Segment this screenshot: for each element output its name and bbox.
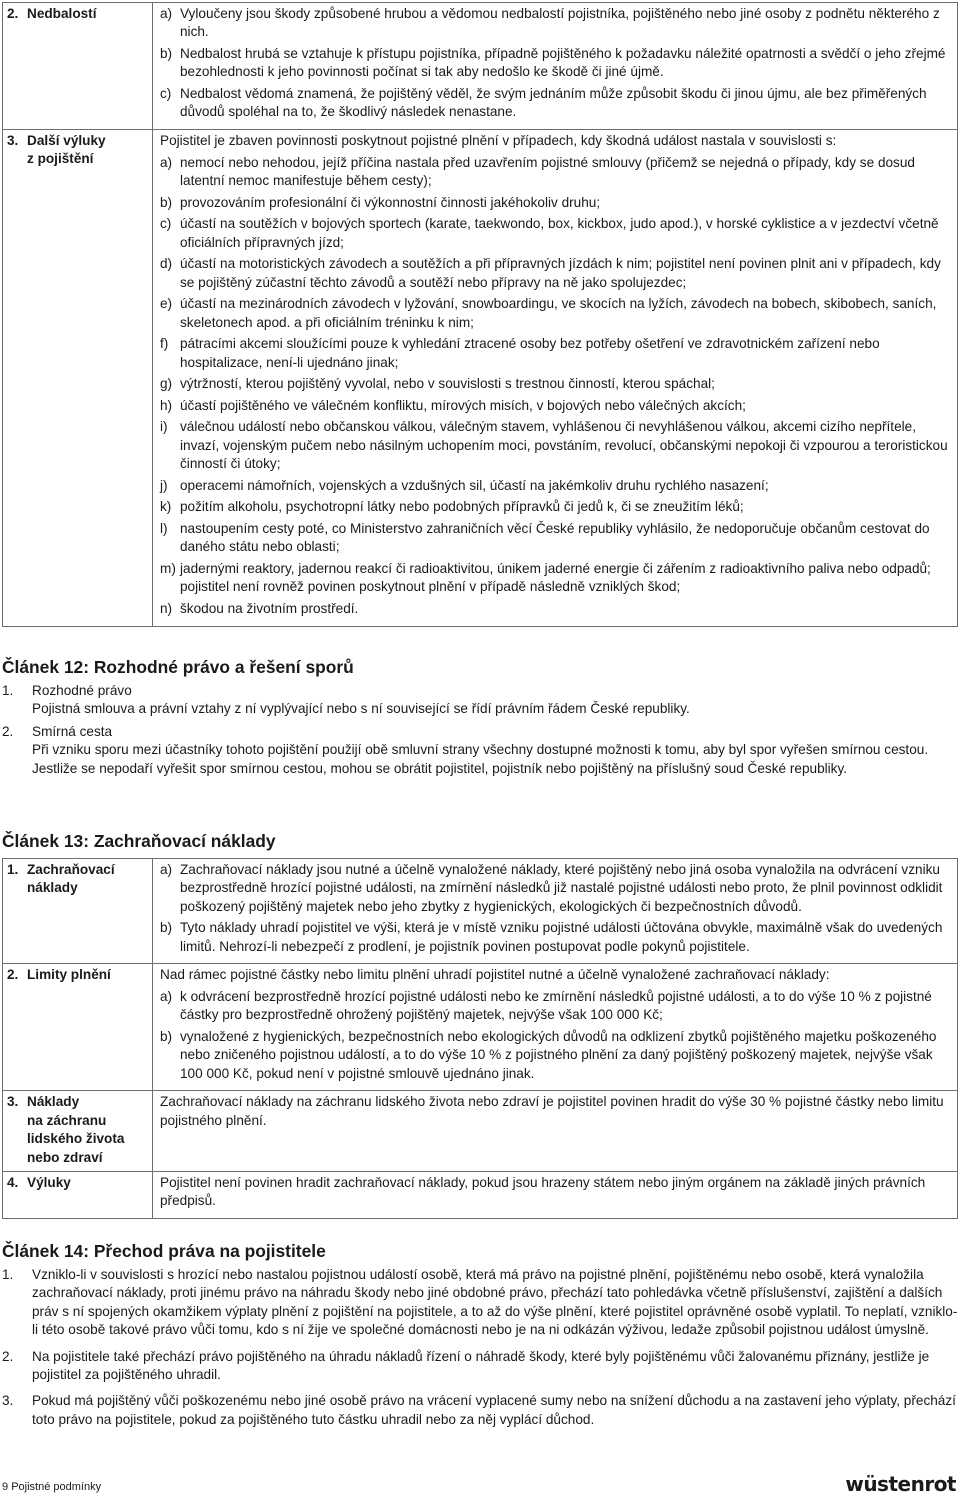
list-item [160,215,951,252]
row-content-cell [153,1172,958,1219]
row-number: 3. [7,1094,19,1110]
row-label-cell [3,1172,153,1219]
list-item [160,45,951,82]
section-heading: Rozhodné právo [32,683,132,698]
table-row [3,1172,958,1219]
list-item-text: válečnou událostí nebo občanskou válkou, válečným stavem, vyhlášenou či nevyhlášenou válkou, akcemi cizího nepřítele, invazí, vojenským pučem nebo násilným uchopením moci, povstáním, revolucí, občanskými nepokoji či vzpourou a teroristickou činností či útoky; [180,419,948,472]
article-12-section [2,682,958,778]
row-label-line [7,966,148,984]
list-item-marker: i) [160,419,168,435]
list-item-marker: b) [160,46,173,61]
row-label-line [7,861,148,879]
row-label-text: Limity plnění [27,967,111,983]
spacer [2,1384,958,1392]
list-item-marker: j) [160,477,168,493]
exclusions-table-body [3,3,958,627]
list-item-marker: g) [160,376,173,392]
page-footer [2,1480,101,1494]
row-intro-text: Pojistitel není povinen hradit zachraňovací náklady, pokud jsou hrazeny státem nebo jiným orgánem na základě jiných právních předpisů. [160,1175,926,1209]
list-item [160,418,951,473]
list-item-marker: c) [160,216,172,232]
list-item-marker: b) [160,194,173,210]
section-item [2,1392,958,1429]
section-number: 1. [2,1267,14,1282]
list-item-text: účastí na mezinárodních závodech v lyžování, snowboardingu, ve skocích na lyžích, závodech na bobech, skibobech, saních, skeletonech apod. a při oficiálním tréninku k nim; [180,296,937,330]
list-item [160,255,951,292]
table-row [3,130,958,627]
row-label-text: Nedbalostí [27,6,97,21]
list-item-text: Nedbalost hrubá se vztahuje k přístupu pojistníka, případně pojištěného k požadavku náležité opatrnosti a svědčí o jeho zřejmé bezohlednosti k jeho povinnosti počínat si tak aby nedošlo ke škodě či jiné újmě. [180,46,946,80]
row-label-cell [3,964,153,1091]
section-body: Při vzniku sporu mezi účastníky tohoto pojištění použijí obě smluvní strany všechny dostupné možnosti k tomu, aby byl spor vyřešen smírnou cestou. Jestliže se nepodaří vyřešit spor smírnou cestou, mohou se obrátit pojistitel, pojistník nebo pojištěný na příslušný soud České republiky. [32,742,929,776]
list-item-marker: a) [160,154,173,170]
list-item-text: Vyloučeny jsou škody způsobené hrubou a vědomou nedbalostí pojistníka, pojištěného nebo jiné osoby z podnětu některého z nich. [180,6,940,40]
section-text: Na pojistitele také přechází právo pojištěného na úhradu nákladů řízení o náhradě škody, které byly pojištěnému vůči žalovanému přiznány, jestliže je pojistitel za pojištěného uhradil. [32,1348,930,1383]
section-number: 3. [2,1393,14,1409]
list-item-marker: b) [160,920,173,936]
list-item-text: škodou na životním prostředí. [180,600,359,616]
list-item [160,335,951,372]
row-label-text: Další výluky [27,133,106,148]
list-item-marker: m) [160,560,176,576]
list-item [160,85,951,122]
row-label-text: Výluky [27,1175,71,1191]
document-name: Pojistné podmínky [11,1481,102,1493]
exclusions-table [2,2,958,627]
row-label-line [7,1093,148,1111]
row-label-text: Náklady [27,1094,80,1110]
row-label-text: z pojištění [27,151,94,167]
row-intro-text: Nad rámec pojistné částky nebo limitu plnění uhradí pojistitel nutné a účelně vynaložené zachraňovací náklady: [160,967,830,983]
row-label-text: na záchranu [27,1112,107,1128]
list-item-marker: d) [160,256,173,272]
row-content-cell [153,859,958,964]
article-14-title: Článek 14: Přechod práva na pojistitele [2,1241,326,1261]
section-number: 2. [2,1348,14,1364]
list-item [160,5,951,42]
list-item-marker: a) [160,862,173,877]
list-item-text: požitím alkoholu, psychotropní látky nebo podobných přípravků či jedů k, či se zneužitím léků; [180,499,744,515]
list-item [160,194,951,212]
list-item-marker: l) [160,520,168,536]
list-item [160,1028,951,1083]
section-number: 1. [2,683,14,698]
list-item-text: vynaložené z hygienických, bezpečnostních nebo ekologických důvodů na odklizení zbytků pojištěného majetku poškozeného nebo zničeného pojistnou událostí, a to do výše 10 % z pojistného plnění za daný pojištěný poškozený majetek, nejvýše však 100 000 Kč, pokud není v pojistné smlouvě ujednáno jinak. [180,1029,937,1081]
list-item-text: výtržností, kterou pojištěný vyvolal, nebo v souvislosti s trestnou činností, kterou spáchal; [180,376,715,392]
list-item-marker: h) [160,397,173,413]
row-label-cell [3,1091,153,1172]
list-item-marker: a) [160,6,173,21]
list-item-text: k odvrácení bezprostředně hrozící pojistné události nebo ke zmírnění následků pojistné události, a to do výše 10 % z pojistné částky pro bezprostředně ohrožený pojištěný majetek, nejvýše však 100 000 Kč; [180,989,932,1023]
row-content-cell [153,130,958,627]
list-item-marker: a) [160,989,173,1004]
list-item-marker: b) [160,1029,173,1044]
row-label-cell [3,859,153,964]
list-item-marker: e) [160,296,173,312]
list-item-text: operacemi námořních, vojenských a vzdušných sil, účastí na jakémkoliv druhu rychlého nasazení; [180,477,769,493]
list-item-text: účastí na motoristických závodech a soutěžích a při přípravných jízdách k nim; pojistitel není povinen plnit ani v případech, kdy se pojištěný zúčastní těchto závodů a soutěží nebo přípravy na ně jako spolujezdec; [180,256,941,290]
article-12-title: Článek 12: Rozhodné právo a řešení sporů [2,657,354,677]
list-item-marker: c) [160,86,172,101]
list-item [160,154,951,191]
list-item-text: účastí na soutěžích v bojových sportech (karate, taekwondo, box, kickbox, judo apod.), v horské cyklistice a v jezdectví včetně oficiálních přípravných jízd; [180,216,939,250]
section-heading: Smírná cesta [32,723,113,739]
table-row [3,859,958,964]
list-item-text: účastí pojištěného ve válečném konfliktu, mírových misích, v bojových nebo válečných akcích; [180,397,746,413]
list-item [160,397,951,415]
row-intro-text: Pojistitel je zbaven povinnosti poskytnout pojistné plnění v případech, kdy škodná událost nastala v souvislosti s: [160,133,837,148]
list-item-text: pátracími akcemi sloužícími pouze k vyhledání ztracené osoby bez potřeby ošetření ve zdravotnickém zařízení nebo hospitalizace, není-li ujednáno jinak; [180,336,880,370]
row-content-cell [153,1091,958,1172]
list-item [160,477,951,495]
list-item [160,919,951,956]
section-number: 2. [2,723,14,739]
row-label-line [7,5,148,23]
spacer [2,1340,958,1348]
row-label-cell [3,3,153,130]
page-number: 9 [2,1481,9,1493]
list-item-marker: n) [160,600,173,616]
list-item [160,560,951,597]
list-item [160,295,951,332]
article-14-section [2,1266,958,1429]
row-label-cell [3,130,153,627]
list-item-text: nemocí nebo nehodou, jejíž příčina nastala před uzavřením pojistné smlouvy (přičemž se nejedná o případy, kdy se dosud latentní nemoc manifestuje během cesty); [180,154,915,188]
row-label-text: nebo zdraví [27,1149,103,1165]
row-content-cell [153,3,958,130]
section-text: Vzniklo-li v souvislosti s hrozící nebo nastalou pojistnou událostí osobě, která má právo na pojistné plnění, pojištěnému nebo osobě, která vynaložila zachraňovací náklady, proti jinému právo na náhradu škody nebo jiné obdobné právo, přechází tato pohledávka včetně příslušenství, zajištění a dalších práv s ní spojených okamžikem výplaty plnění z pojištění na pojistitele, a to až do výše plnění, které pojistitel oprávněné osobě vyplatil. To neplatí, vzniklo-li této osobě takové právo vůči tomu, kdo s ní žije ve společné domácnosti nebo je na ni odkázán výživou, ledaže způsobil pojistnou událost úmyslně. [32,1267,958,1338]
section-text: Pokud má pojištěný vůči poškozenému nebo jiné osobě právo na vrácení vyplacené sumy nebo na snížení důchodu a na zastavení jeho výplaty, přechází toto právo na pojistitele, pokud za pojištěného tuto částku uhradil nebo za něj vyplácí důchod. [32,1393,956,1427]
row-label-text: náklady [27,880,78,896]
table-row [3,1091,958,1172]
rescue-costs-table-body [3,859,958,1219]
list-item [160,861,951,916]
list-item [160,375,951,393]
list-item-text: Nedbalost vědomá znamená, že pojištěný věděl, že svým jednáním může způsobit škodu či jinou újmu, ale bez přiměřených důvodů spoléhal na to, že škodlivý následek nenastane. [180,86,927,120]
list-item-text: Zachraňovací náklady jsou nutné a účelně vynaložené náklady, které pojištěný nebo jiná osoba vynaložila na odvrácení vzniku bezprostředně hrozící pojistné události, na zmírnění následků již nastalé pojistné události nebo proto, že plnil povinnost odklidit poškozený pojištěný majetek nebo jeho zbytky z hygienických, ekologických či bezpečnostních důvodů. [180,862,943,914]
section-item [2,1348,958,1385]
list-item-text: nastoupením cesty poté, co Ministerstvo zahraničních věcí České republiky vyhlásilo, že nedoporučuje občanům cestovat do daného státu nebo oblasti; [180,520,930,555]
rescue-costs-table [2,858,958,1219]
list-item [160,600,951,618]
row-label-line [7,1174,148,1192]
section-item [2,682,958,700]
row-number: 1. [7,862,19,877]
row-label-text: Zachraňovací [27,862,115,877]
table-row [3,3,958,130]
section-body: Pojistná smlouva a právní vztahy z ní vyplývající nebo s ní související se řídí právním řádem České republiky. [32,701,690,717]
row-number: 2. [7,6,19,21]
article-13-title: Článek 13: Zachraňovací náklady [2,831,276,851]
list-item-marker: k) [160,499,172,515]
row-number: 3. [7,133,19,148]
list-item-text: provozováním profesionální či výkonnostní činnosti jakéhokoliv druhu; [180,194,601,210]
brand-logo: wüstenrot [845,1472,956,1496]
list-item [160,520,951,557]
list-item [160,498,951,516]
table-row [3,964,958,1091]
row-content-cell [153,964,958,1091]
row-label-line [7,132,148,150]
section-item [2,1266,958,1340]
list-item-marker: f) [160,336,169,352]
list-item-text: Tyto náklady uhradí pojistitel ve výši, která je v místě vzniku pojistné události účtována obvykle, maximálně však do uvedených limitů. Nehrozí-li nebezpečí z prodlení, je pojistník povinen postupovat podle pokynů pojistitele. [180,920,943,954]
row-intro-text: Zachraňovací náklady na záchranu lidského života nebo zdraví je pojistitel povinen hradit do výše 30 % pojistné částky nebo limitu pojistného plnění. [160,1094,944,1128]
section-item [2,723,958,741]
row-label-text: lidského života [27,1131,125,1147]
list-item [160,988,951,1025]
row-number: 2. [7,967,19,983]
list-item-text: jadernými reaktory, jadernou reakcí či radioaktivitou, únikem jaderné energie či zářením z radioaktivního paliva nebo odpadů; pojistitel není rovněž povinen poskytnout plnění v případě následně vzniklých škod; [180,560,931,595]
row-number: 4. [7,1175,19,1191]
